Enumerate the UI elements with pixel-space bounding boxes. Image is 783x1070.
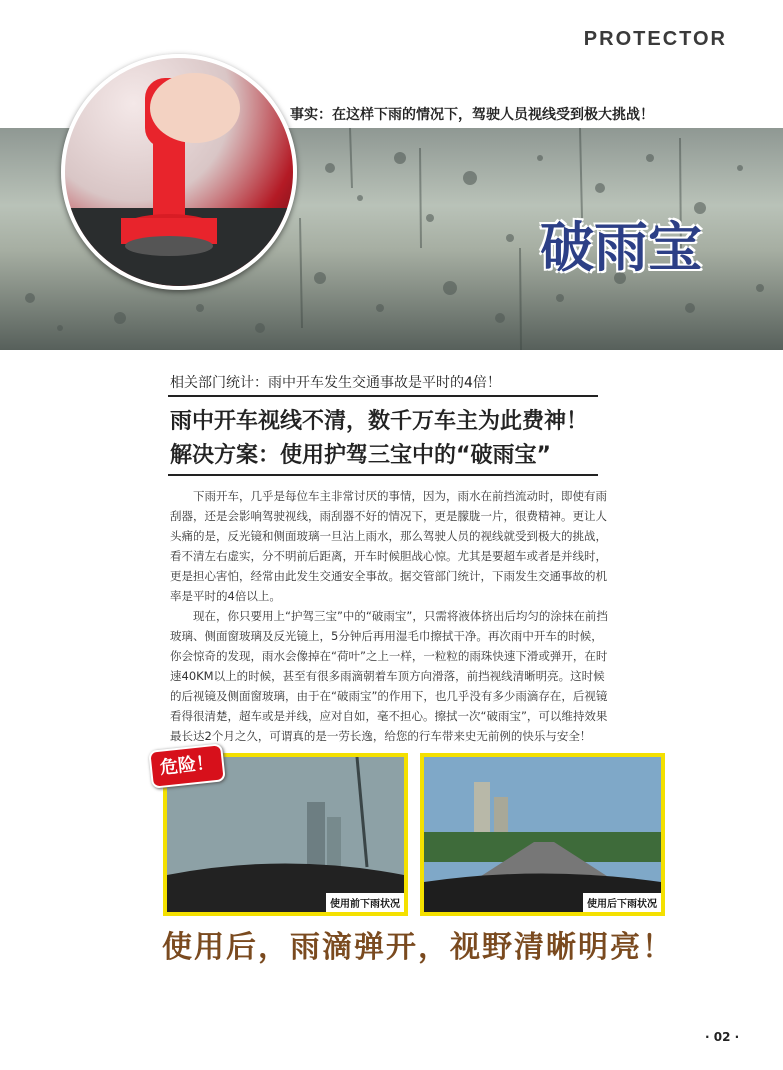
article-body	[170, 486, 610, 746]
paragraph-2: 现在，你只要用上“护驾三宝”中的“破雨宝”，只需将液体挤出后均匀的涂抹在前挡玻璃、侧面窗玻璃及反光镜上，5分钟后再用湿毛巾擦拭干净。再次雨中开车的时候，你会惊奇的发现，雨水会像掉在“荷叶”之上一样，一粒粒的雨珠快速下滑或弹开，在时速40KM以上的时候，甚至有很多雨滴朝着车顶方向滑落，前挡视线清晰明亮。这时候的后视镜及侧面窗玻璃，由于在“破雨宝”的作用下，也几乎没有多少雨滴存在，后视镜看得很清楚，超车或是并线，应对自如，毫不担心。擦拭一次“破雨宝”，可以维持效果最长达2个月之久，可谓真的是一劳长逸，给您的行车带来史无前例的快乐与安全！	[170, 609, 608, 743]
product-photo-circle	[61, 54, 297, 290]
after-photo-graphic	[424, 757, 661, 912]
divider	[168, 474, 598, 476]
product-bottle-graphic	[65, 58, 293, 286]
danger-badge: 危险！	[148, 743, 226, 789]
divider	[168, 395, 598, 397]
brand-logo: PROTECTOR	[583, 28, 727, 50]
headline-line-1: 雨中开车视线不清，数千万车主为此费神！	[170, 409, 589, 434]
before-caption: 使用前下雨状况	[326, 893, 404, 912]
product-title: 破雨宝	[540, 215, 702, 279]
headline	[170, 405, 588, 473]
after-photo	[420, 753, 665, 916]
fact-caption: 事实：在这样下雨的情况下，驾驶人员视线受到极大挑战！	[290, 107, 654, 123]
after-caption: 使用后下雨状况	[583, 893, 661, 912]
page-number: · 02 ·	[705, 1030, 740, 1044]
paragraph-1: 下雨开车，几乎是每位车主非常讨厌的事情，因为，雨水在前挡流动时，即使有雨刮器，还是会影响驾驶视线，雨刮器不好的情况下，更是朦胧一片，很费精神。更让人头痛的是，反光镜和侧面玻璃一旦沾上雨水，那么驾驶人员的视线就受到极大的挑战，看不清左右虚实，分不明前后距离，开车时候胆战心惊。尤其是要超车或者是并线时，更是担心害怕，经常由此发生交通安全事故。据交管部门统计，下雨发生交通事故的机率是平时的4倍以上。	[170, 489, 607, 603]
slogan: 使用后，雨滴弹开，视野清晰明亮！	[162, 930, 674, 965]
statistic-line: 相关部门统计：雨中开车发生交通事故是平时的4倍！	[170, 375, 501, 391]
headline-line-2: 解决方案：使用护驾三宝中的“破雨宝”	[170, 443, 551, 468]
